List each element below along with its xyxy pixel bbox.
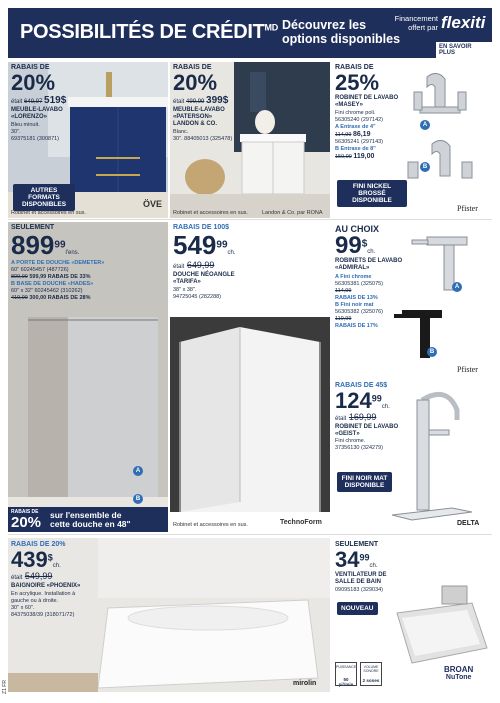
geist-name-1: ROBINET DE LAVABO <box>335 424 399 430</box>
lorenzo-sku: 69375181 (300871) <box>11 136 60 142</box>
fan-label: SEULEMENT <box>335 541 379 548</box>
tarifa-label: RABAIS DE 100$ <box>173 224 230 231</box>
fan-spec-noise <box>360 662 382 686</box>
demeter-promo-l1: sur l'ensemble de <box>50 510 122 520</box>
demeter-marker-b: B <box>133 494 143 504</box>
admiral-name-2: «ADMIRAL» <box>335 265 370 271</box>
admiral-a-was: 114,99 <box>335 288 352 294</box>
admiral-name-1: ROBINETS DE LAVABO <box>335 258 403 264</box>
banner-title-mark: MD <box>264 22 278 33</box>
geist-sku: 37356130 (324279) <box>335 445 384 451</box>
fan-name-1: VENTILATEUR DE <box>335 572 387 578</box>
fan-spec-noise-value: 2 sones <box>362 678 380 683</box>
paterson-discount-label: RABAIS DE <box>173 64 212 71</box>
panel-demeter <box>8 222 168 532</box>
masey-b-was: 159,99 <box>335 154 352 160</box>
panel-geist <box>332 380 492 532</box>
admiral-b-sku: 56305382 (325076) <box>335 309 384 315</box>
demeter-a-now: 599,99 <box>29 274 47 280</box>
geist-desc: Fini chrome. <box>335 438 366 444</box>
demeter-a-was: 899,99 <box>11 274 28 280</box>
tarifa-was-label: était <box>173 264 185 270</box>
tarifa-size: 38" x 38". <box>173 287 197 293</box>
masey-discount-pct: 25% <box>335 70 380 95</box>
paterson-name-1: MEUBLE-LAVABO <box>173 107 225 113</box>
broan-text: BROAN <box>444 665 474 674</box>
tarifa-price: 549 <box>173 230 217 260</box>
masey-b-label: B Entraxe de 8" <box>335 146 376 152</box>
paterson-was-price: 499,99 <box>186 99 205 105</box>
lorenzo-size: 30". <box>11 129 21 135</box>
tarifa-cents: 99 <box>216 239 228 251</box>
lorenzo-desc: Bleu minuit. <box>11 122 40 128</box>
masey-nickel-button[interactable] <box>337 180 407 207</box>
geist-cents: 99 <box>371 393 382 404</box>
masey-a-now: 86,19 <box>352 131 371 138</box>
pfister-logo: Pfister <box>457 204 478 213</box>
financing-label-1: Financement <box>394 14 438 23</box>
fan-spec-power-value: 50 pi³/min <box>338 677 354 687</box>
demeter-marker-a: A <box>133 466 143 476</box>
paterson-now-price: 399$ <box>206 95 229 106</box>
tarifa-name-2: «TARIFA» <box>173 279 201 285</box>
tarifa-unit: ch. <box>227 250 236 256</box>
demeter-cents: 99 <box>54 239 66 251</box>
geist-price: 124 <box>335 388 372 413</box>
demeter-unit: l'ens. <box>65 250 80 256</box>
paterson-name-3: LANDON & CO. <box>173 121 217 127</box>
lorenzo-was-label: était <box>11 99 23 105</box>
masey-name-2: «MASEY» <box>335 102 364 108</box>
fan-spec-noise-label: VOLUME SONORE <box>363 665 379 673</box>
lorenzo-was-price: 649,97 <box>24 99 43 105</box>
panel-paterson <box>170 62 330 218</box>
financing-label-2: offert par <box>408 23 438 32</box>
lorenzo-btn-line-2: DISPONIBLES <box>21 201 67 208</box>
masey-desc: Fini chrome poli. <box>335 110 376 116</box>
phoenix-cents: $ <box>47 552 53 563</box>
phoenix-desc-2: gauche ou à droite. <box>11 598 59 604</box>
masey-a-sku: 56305240 (297142) <box>335 117 384 123</box>
admiral-unit: ch. <box>367 249 376 255</box>
phoenix-name: BAIGNOIRE «PHOENIX» <box>11 583 81 589</box>
phoenix-size: 30" x 60". <box>11 605 35 611</box>
demeter-promo-tag: RABAIS DE <box>11 509 39 515</box>
paterson-footnote: Robinet et accessoires en sus. <box>173 210 248 216</box>
geist-unit: ch. <box>381 404 390 410</box>
demeter-a-sku: 60" 60245457 (487726) <box>11 267 69 273</box>
delta-logo: DELTA <box>457 520 480 527</box>
admiral-a-sku: 56305381 (325075) <box>335 281 384 287</box>
phoenix-unit: ch. <box>52 563 61 569</box>
lorenzo-name-1: MEUBLE-LAVABO <box>11 107 63 113</box>
paterson-size: 30". <box>173 136 183 142</box>
phoenix-label: RABAIS DE 20% <box>11 541 66 548</box>
geist-black-button[interactable] <box>337 472 392 492</box>
admiral-marker-a: A <box>452 282 462 292</box>
lorenzo-discount-pct: 20% <box>11 70 56 95</box>
geist-btn-line-2: DISPONIBLE <box>344 482 385 489</box>
admiral-label: AU CHOIX <box>335 224 380 234</box>
banner-subtitle-2: options disponibles <box>282 32 401 46</box>
admiral-a-save: RABAIS DE 13% <box>335 295 378 301</box>
masey-btn-line-1: FINI NICKEL <box>352 183 392 190</box>
phoenix-was-label: était <box>11 575 23 581</box>
demeter-promo <box>8 507 168 532</box>
fan-price: 34 <box>335 547 360 572</box>
geist-was-label: était <box>335 416 347 422</box>
admiral-a-label: A Fini chrome <box>335 274 372 280</box>
geist-name-2: «GEIST» <box>335 431 360 437</box>
demeter-label: SEULEMENT <box>11 224 55 231</box>
masey-b-now: 119,00 <box>353 153 375 160</box>
masey-name-1: ROBINET DE LAVABO <box>335 95 399 101</box>
divider-h2 <box>8 534 492 535</box>
panel-fan <box>332 538 492 692</box>
demeter-a-title: A PORTE DE DOUCHE «DEMETER» <box>11 260 105 266</box>
lorenzo-btn-line-1: AUTRES FORMATS <box>28 187 60 201</box>
paterson-desc: Blanc. <box>173 129 189 135</box>
lorenzo-other-formats-button[interactable] <box>13 184 75 211</box>
lorenzo-discount-label: RABAIS DE <box>11 64 50 71</box>
demeter-promo-l2: cette douche en 48" <box>50 519 131 529</box>
fan-cents: 99 <box>359 552 370 563</box>
demeter-b-now: 300,00 <box>29 295 47 301</box>
masey-discount-label: RABAIS DE <box>335 64 374 71</box>
masey-marker-b: B <box>420 162 430 172</box>
paterson-sku: 88405013 (325478) <box>184 136 233 142</box>
panel-lorenzo <box>8 62 168 218</box>
geist-label: RABAIS DE 45$ <box>335 382 388 389</box>
tarifa-footnote: Robinet et accessoires en sus. <box>173 522 248 528</box>
tarifa-name-1: DOUCHE NÉOANGLE <box>173 272 235 278</box>
admiral-b-save: RABAIS DE 17% <box>335 323 378 329</box>
demeter-b-was: 419,99 <box>11 295 28 301</box>
panel-admiral <box>332 222 492 378</box>
admiral-cents: $ <box>361 238 368 250</box>
panel-masey <box>332 62 492 218</box>
panel-tarifa <box>170 222 330 532</box>
admiral-b-label: B Fini noir mat <box>335 302 374 308</box>
page-code: Z1 FR <box>1 680 8 694</box>
masey-a-label: A Entraxe de 4" <box>335 124 376 130</box>
phoenix-price: 439 <box>11 547 48 572</box>
phoenix-sku: 84375038/39 (318071/72) <box>11 612 75 618</box>
learn-more-button[interactable]: EN SAVOIR PLUS <box>436 42 492 58</box>
admiral-price: 99 <box>335 232 362 259</box>
paterson-discount-pct: 20% <box>173 70 218 95</box>
masey-b-sku: 56305241 (297143) <box>335 139 384 145</box>
fan-new-badge: NOUVEAU <box>337 602 378 615</box>
demeter-price: 899 <box>11 230 55 260</box>
panel-phoenix <box>8 538 330 692</box>
paterson-name-2: «PATERSON» <box>173 114 213 120</box>
fan-name-2: SALLE DE BAIN <box>335 579 382 585</box>
fan-unit: ch. <box>369 563 378 569</box>
broan-logo <box>444 666 473 682</box>
lorenzo-footnote: Robinet et accessoires en sus. <box>11 210 86 216</box>
demeter-a-save: RABAIS DE 33% <box>47 274 91 280</box>
ove-logo: ÖVE <box>143 199 163 209</box>
lorenzo-now-price: 519$ <box>44 95 67 106</box>
tarifa-was: 649,99 <box>186 260 215 270</box>
paterson-was-label: était <box>173 99 185 105</box>
phoenix-desc-1: En acrylique. Installation à <box>11 591 76 597</box>
landon-brand: Landon & Co. par RONA <box>262 210 323 216</box>
banner-title: POSSIBILITÉS DE CRÉDIT <box>20 21 265 43</box>
divider-h1 <box>8 219 492 220</box>
demeter-b-sku: 60" x 32" 60245462 (310262) <box>11 288 83 294</box>
admiral-pfister-logo: Pfister <box>457 365 478 374</box>
flexiti-logo: flexiti <box>441 13 486 32</box>
geist-was: 169,99 <box>348 412 377 422</box>
nutone-text: NuTone <box>445 674 472 681</box>
fan-spec-power <box>335 662 357 686</box>
banner-subtitle-1: Découvrez les <box>282 18 367 32</box>
demeter-b-save: RABAIS DE 28% <box>47 295 91 301</box>
fan-sku: 09095183 (329034) <box>335 587 384 593</box>
masey-btn-line-2: BROSSÉ DISPONIBLE <box>352 190 392 204</box>
phoenix-was: 549,99 <box>24 571 53 581</box>
tarifa-sku: 94725045 (282288) <box>173 294 222 300</box>
mirolin-logo: mirolin <box>293 680 317 687</box>
demeter-promo-pct: 20% <box>11 514 42 531</box>
geist-btn-line-1: FINI NOIR MAT <box>341 475 388 482</box>
technoform-logo: TechnoForm <box>280 519 322 526</box>
credit-banner <box>8 8 492 58</box>
admiral-marker-b: B <box>427 347 437 357</box>
demeter-b-title: B BASE DE DOUCHE «HADES» <box>11 281 94 287</box>
lorenzo-name-2: «LORENZO» <box>11 114 48 120</box>
admiral-b-was: 119,99 <box>335 316 352 322</box>
masey-marker-a: A <box>420 120 430 130</box>
masey-a-was: 114,99 <box>335 132 352 138</box>
fan-spec-power-label: PUISSANCE <box>336 665 357 669</box>
